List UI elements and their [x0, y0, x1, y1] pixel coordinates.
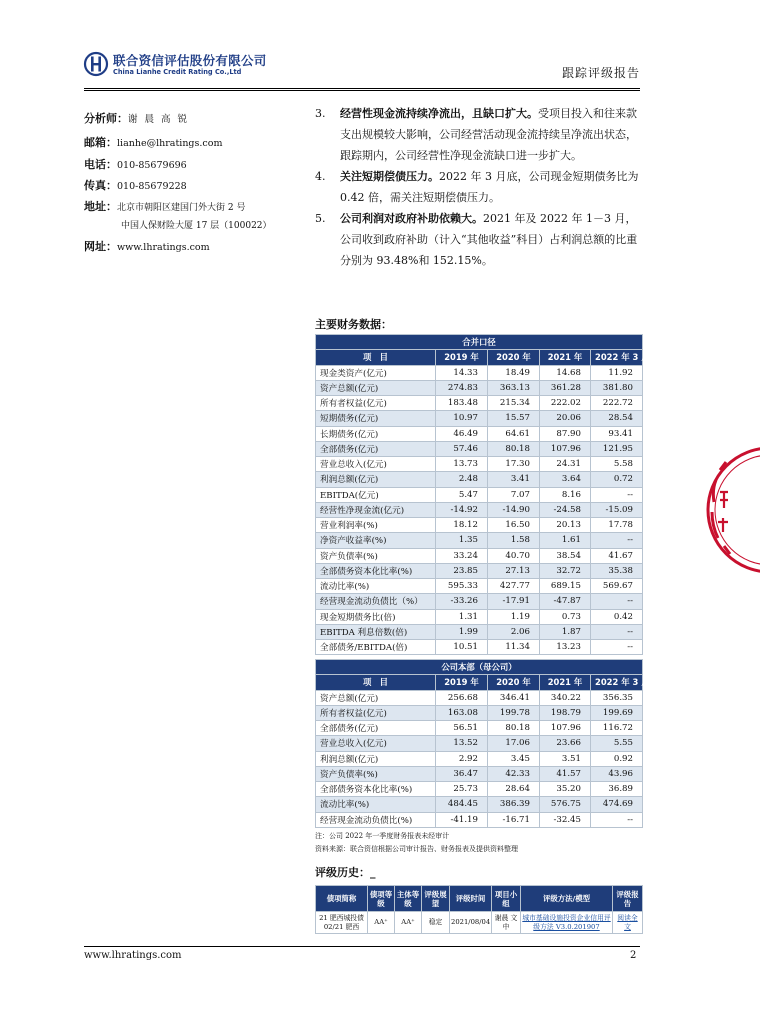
table-cell: 25.73: [436, 782, 488, 797]
row-label: 所有者权益(亿元): [316, 705, 436, 720]
table-cell: 13.73: [436, 457, 488, 472]
rating-outlook: 稳定: [422, 912, 450, 934]
company-name-cn: 联合资信评估股份有限公司: [113, 53, 267, 68]
table-cell: 1.31: [436, 609, 488, 624]
table-cell: 569.67: [591, 579, 643, 594]
table-cell: 199.78: [488, 705, 540, 720]
address-line2: 中国人保财险大厦 17 层（100022）: [121, 221, 272, 231]
column-header: 2021 年: [540, 350, 591, 365]
read-report-link[interactable]: 阅读全文: [613, 912, 643, 934]
table-cell: 0.73: [540, 609, 591, 624]
row-label: 短期债务(亿元): [316, 411, 436, 426]
table-cell: 23.85: [436, 563, 488, 578]
finding-number: 5.: [315, 212, 326, 225]
table-cell: 35.20: [540, 782, 591, 797]
table-row: [316, 563, 643, 578]
company-name-en: China Lianhe Credit Rating Co.,Ltd: [113, 68, 242, 76]
table-cell: --: [591, 487, 643, 502]
table-cell: 20.13: [540, 518, 591, 533]
table-cell: 346.41: [488, 690, 540, 705]
column-header: 评级方法/模型: [521, 886, 613, 912]
table-cell: --: [591, 812, 643, 827]
row-label: 经营现金流动负债比（%）: [316, 594, 436, 609]
table-row: [316, 690, 643, 705]
table-cell: 17.30: [488, 457, 540, 472]
table-cell: 3.45: [488, 751, 540, 766]
table-cell: 689.15: [540, 579, 591, 594]
table-cell: 11.92: [591, 365, 643, 380]
table-cell: 18.12: [436, 518, 488, 533]
project-team: 谢晨 文中: [492, 912, 521, 934]
table-cell: 35.38: [591, 563, 643, 578]
table-row: [316, 502, 643, 517]
table-cell: 28.64: [488, 782, 540, 797]
column-header: 2020 年: [488, 350, 540, 365]
row-label: 经营性净现金流(亿元): [316, 502, 436, 517]
row-label: EBITDA 利息倍数(倍): [316, 624, 436, 639]
report-type: 跟踪评级报告: [561, 66, 640, 80]
rating-method-link[interactable]: 城市基础设施投资企业信用评级方法 V3.0.201907: [521, 912, 613, 934]
row-label: 现金类资产(亿元): [316, 365, 436, 380]
table-cell: 56.51: [436, 721, 488, 736]
table-row: [316, 518, 643, 533]
web-value[interactable]: www.lhratings.com: [117, 242, 210, 253]
table-cell: --: [591, 640, 643, 655]
finding-body: 2021 年及 2022 年 1－3 月，公司收到政府补助（计入“其他收益”科目）占利润总额的比重分别为 93.48%和 152.15%。: [340, 212, 638, 267]
address-row-2: [121, 218, 272, 231]
table-row: [316, 396, 643, 411]
table-cell: 2.92: [436, 751, 488, 766]
table-cell: 41.57: [540, 766, 591, 781]
consolidated-table: [315, 334, 650, 655]
table-cell: 93.41: [591, 426, 643, 441]
table-cell: 27.13: [488, 563, 540, 578]
table-cell: 23.66: [540, 736, 591, 751]
table-cell: 3.41: [488, 472, 540, 487]
table-cell: 107.96: [540, 441, 591, 456]
row-label: 全部债务资本化比率(%): [316, 563, 436, 578]
table-cell: 1.19: [488, 609, 540, 624]
web-row: [84, 238, 210, 254]
consolidated-band: 合并口径: [316, 335, 643, 350]
table-cell: 363.13: [488, 380, 540, 395]
table-cell: 10.97: [436, 411, 488, 426]
table-cell: -24.58: [540, 502, 591, 517]
table-cell: 38.54: [540, 548, 591, 563]
lianhe-logo-icon: [84, 52, 108, 76]
table-row: [316, 548, 643, 563]
column-header: 2021 年: [540, 675, 591, 690]
table-cell: 1.61: [540, 533, 591, 548]
table-cell: 2.06: [488, 624, 540, 639]
address-line1: 北京市朝阳区建国门外大街 2 号: [117, 203, 246, 213]
table-row: [316, 426, 643, 441]
finding-item: [315, 103, 643, 166]
table-cell: 17.06: [488, 736, 540, 751]
table-cell: 5.47: [436, 487, 488, 502]
column-header: 评级展望: [422, 886, 450, 912]
row-label: 利润总额(亿元): [316, 472, 436, 487]
fax-label: 传真：: [84, 179, 117, 192]
table-row: [316, 365, 643, 380]
finding-title: 经营性现金流持续净流出，且缺口扩大。: [340, 107, 538, 120]
row-label: 长期债务(亿元): [316, 426, 436, 441]
table-cell: 14.68: [540, 365, 591, 380]
table-band: [316, 660, 643, 675]
table-cell: 427.77: [488, 579, 540, 594]
row-label: 资产负债率(%): [316, 766, 436, 781]
table-header-row: [316, 886, 643, 912]
table-row: [316, 912, 643, 934]
table-cell: 8.16: [540, 487, 591, 502]
column-header: 评级时间: [450, 886, 492, 912]
table-cell: 386.39: [488, 797, 540, 812]
row-label: 现金短期债务比(倍): [316, 609, 436, 624]
table-row: [316, 624, 643, 639]
table-cell: 15.57: [488, 411, 540, 426]
table-cell: 107.96: [540, 721, 591, 736]
table-cell: 222.02: [540, 396, 591, 411]
table-cell: --: [591, 594, 643, 609]
table-cell: 36.47: [436, 766, 488, 781]
header-rule: [84, 88, 640, 91]
bond-grade: AA⁺: [368, 912, 395, 934]
table-cell: 17.78: [591, 518, 643, 533]
table-cell: 361.28: [540, 380, 591, 395]
analyst-row: [84, 110, 189, 126]
table-row: [316, 751, 643, 766]
parent-band: 公司本部（母公司）: [316, 660, 643, 675]
table-row: [316, 782, 643, 797]
address-label: 地址：: [84, 200, 117, 213]
table-cell: -33.26: [436, 594, 488, 609]
row-label: 营业总收入(亿元): [316, 457, 436, 472]
history-title: 评级历史：_: [315, 866, 376, 879]
finding-title: 公司利润对政府补助依赖大。: [340, 212, 483, 225]
table-cell: 3.64: [540, 472, 591, 487]
row-label: 流动比率(%): [316, 579, 436, 594]
row-label: 资产总额(亿元): [316, 380, 436, 395]
table-cell: 340.22: [540, 690, 591, 705]
table-row: [316, 472, 643, 487]
table-cell: 484.45: [436, 797, 488, 812]
email-value[interactable]: lianhe@lhratings.com: [117, 138, 223, 149]
table-cell: 7.07: [488, 487, 540, 502]
table-row: [316, 411, 643, 426]
phone-value: 010-85679696: [117, 160, 187, 171]
table-cell: 274.83: [436, 380, 488, 395]
table-cell: 41.67: [591, 548, 643, 563]
table-cell: 222.72: [591, 396, 643, 411]
table-notes: [315, 830, 518, 856]
table-cell: 24.31: [540, 457, 591, 472]
column-header: 2019 年: [436, 350, 488, 365]
table-cell: 33.24: [436, 548, 488, 563]
table-row: [316, 594, 643, 609]
note-unaudited: 注：公司 2022 年一季度财务报表未经审计: [315, 832, 450, 840]
table-cell: 18.49: [488, 365, 540, 380]
table-cell: 2.48: [436, 472, 488, 487]
table-cell: -15.09: [591, 502, 643, 517]
table-cell: -14.90: [488, 502, 540, 517]
table-row: [316, 705, 643, 720]
table-row: [316, 797, 643, 812]
row-label: EBITDA(亿元): [316, 487, 436, 502]
row-label: 全部债务(亿元): [316, 441, 436, 456]
table-cell: 199.69: [591, 705, 643, 720]
web-label: 网址：: [84, 240, 117, 253]
table-cell: 116.72: [591, 721, 643, 736]
finding-item: [315, 166, 643, 208]
column-header: 债项等级: [368, 886, 395, 912]
column-header: 2022 年 3 月: [591, 675, 643, 690]
row-label: 营业利润率(%): [316, 518, 436, 533]
table-cell: 474.69: [591, 797, 643, 812]
column-header: 评级报告: [613, 886, 643, 912]
table-cell: 14.33: [436, 365, 488, 380]
table-cell: 10.51: [436, 640, 488, 655]
table-cell: 595.33: [436, 579, 488, 594]
table-cell: -47.87: [540, 594, 591, 609]
row-label: 营业总收入(亿元): [316, 736, 436, 751]
table-cell: 42.33: [488, 766, 540, 781]
column-header: 2019 年: [436, 675, 488, 690]
table-band: [316, 335, 643, 350]
table-cell: 256.68: [436, 690, 488, 705]
table-cell: 0.42: [591, 609, 643, 624]
table-cell: 0.72: [591, 472, 643, 487]
table-cell: 1.99: [436, 624, 488, 639]
finding-body: 2022 年 3 月底，公司现金短期债务比为 0.42 倍，需关注短期偿债压力。: [340, 170, 639, 204]
row-label: 全部债务资本化比率(%): [316, 782, 436, 797]
table-row: [316, 487, 643, 502]
finding-body: 受项目投入和往来款支出规模较大影响，公司经营活动现金流持续呈净流出状态，跟踪期内，公司经营性净现金流缺口进一步扩大。: [340, 107, 637, 162]
email-row: [84, 134, 222, 150]
table-cell: -32.45: [540, 812, 591, 827]
column-header: 项 目: [316, 350, 436, 365]
table-cell: -41.19: [436, 812, 488, 827]
table-cell: 43.96: [591, 766, 643, 781]
bond-name: 21 肥西城投债 02/21 肥西: [316, 912, 368, 934]
table-cell: -14.92: [436, 502, 488, 517]
table-cell: 215.34: [488, 396, 540, 411]
table-cell: 356.35: [591, 690, 643, 705]
table-cell: 64.61: [488, 426, 540, 441]
issuer-grade: AA⁺: [395, 912, 422, 934]
table-row: [316, 457, 643, 472]
finding-number: 4.: [315, 170, 326, 183]
table-cell: 198.79: [540, 705, 591, 720]
column-header: 项 目: [316, 675, 436, 690]
row-label: 全部债务(亿元): [316, 721, 436, 736]
table-header-row: [316, 675, 643, 690]
table-cell: --: [591, 624, 643, 639]
column-header: 2022 年 3 月: [591, 350, 643, 365]
table-cell: 16.50: [488, 518, 540, 533]
table-cell: 40.70: [488, 548, 540, 563]
page-header: [84, 50, 640, 90]
table-cell: 5.55: [591, 736, 643, 751]
table-cell: 80.18: [488, 441, 540, 456]
email-label: 邮箱：: [84, 136, 117, 149]
table-cell: --: [591, 533, 643, 548]
table-cell: 381.80: [591, 380, 643, 395]
rating-history-table: [315, 885, 643, 934]
table-cell: 46.49: [436, 426, 488, 441]
table-row: [316, 579, 643, 594]
table-row: [316, 533, 643, 548]
address-row: [84, 198, 245, 214]
finding-number: 3.: [315, 107, 326, 120]
table-row: [316, 736, 643, 751]
table-cell: 0.92: [591, 751, 643, 766]
table-cell: 163.08: [436, 705, 488, 720]
note-source: 资料来源：联合资信根据公司审计报告、财务报表及提供资料整理: [315, 845, 518, 853]
table-cell: 13.52: [436, 736, 488, 751]
phone-row: [84, 156, 187, 172]
table-cell: -17.91: [488, 594, 540, 609]
table-cell: 11.34: [488, 640, 540, 655]
risk-findings: [315, 103, 643, 271]
analyst-value: 谢 晨 高 锐: [128, 114, 190, 125]
page-number: 2: [630, 950, 637, 961]
row-label: 所有者权益(亿元): [316, 396, 436, 411]
table-cell: 5.58: [591, 457, 643, 472]
phone-label: 电话：: [84, 158, 117, 171]
table-cell: 183.48: [436, 396, 488, 411]
table-row: [316, 812, 643, 827]
table-cell: 1.58: [488, 533, 540, 548]
rating-date: 2021/08/04: [450, 912, 492, 934]
column-header: 2020 年: [488, 675, 540, 690]
table-row: [316, 441, 643, 456]
table-header-row: [316, 350, 643, 365]
row-label: 流动比率(%): [316, 797, 436, 812]
fax-value: 010-85679228: [117, 181, 187, 192]
finding-item: [315, 208, 643, 271]
table-cell: 32.72: [540, 563, 591, 578]
financials-title: 主要财务数据：: [315, 318, 392, 331]
table-cell: 1.87: [540, 624, 591, 639]
column-header: 债项简称: [316, 886, 368, 912]
analyst-label: 分析师：: [84, 112, 128, 125]
footer-url[interactable]: www.lhratings.com: [84, 950, 182, 961]
table-cell: 3.51: [540, 751, 591, 766]
row-label: 经营现金流动负债比(%): [316, 812, 436, 827]
row-label: 全部债务/EBITDA(倍): [316, 640, 436, 655]
row-label: 净资产收益率(%): [316, 533, 436, 548]
table-cell: 13.23: [540, 640, 591, 655]
table-cell: -16.71: [488, 812, 540, 827]
table-cell: 87.90: [540, 426, 591, 441]
table-row: [316, 766, 643, 781]
table-cell: 57.46: [436, 441, 488, 456]
table-row: [316, 609, 643, 624]
row-label: 利润总额(亿元): [316, 751, 436, 766]
footer-rule: [84, 946, 640, 947]
table-row: [316, 380, 643, 395]
row-label: 资产负债率(%): [316, 548, 436, 563]
parent-table: [315, 659, 650, 828]
table-row: [316, 721, 643, 736]
fax-row: [84, 177, 187, 193]
company-seal-icon: [690, 430, 760, 590]
row-label: 资产总额(亿元): [316, 690, 436, 705]
table-cell: 20.06: [540, 411, 591, 426]
table-cell: 576.75: [540, 797, 591, 812]
table-cell: 1.35: [436, 533, 488, 548]
table-cell: 121.95: [591, 441, 643, 456]
column-header: 主体等级: [395, 886, 422, 912]
column-header: 项目小组: [492, 886, 521, 912]
table-cell: 80.18: [488, 721, 540, 736]
table-cell: 36.89: [591, 782, 643, 797]
finding-title: 关注短期偿债压力。: [340, 170, 439, 183]
table-cell: 28.54: [591, 411, 643, 426]
table-row: [316, 640, 643, 655]
